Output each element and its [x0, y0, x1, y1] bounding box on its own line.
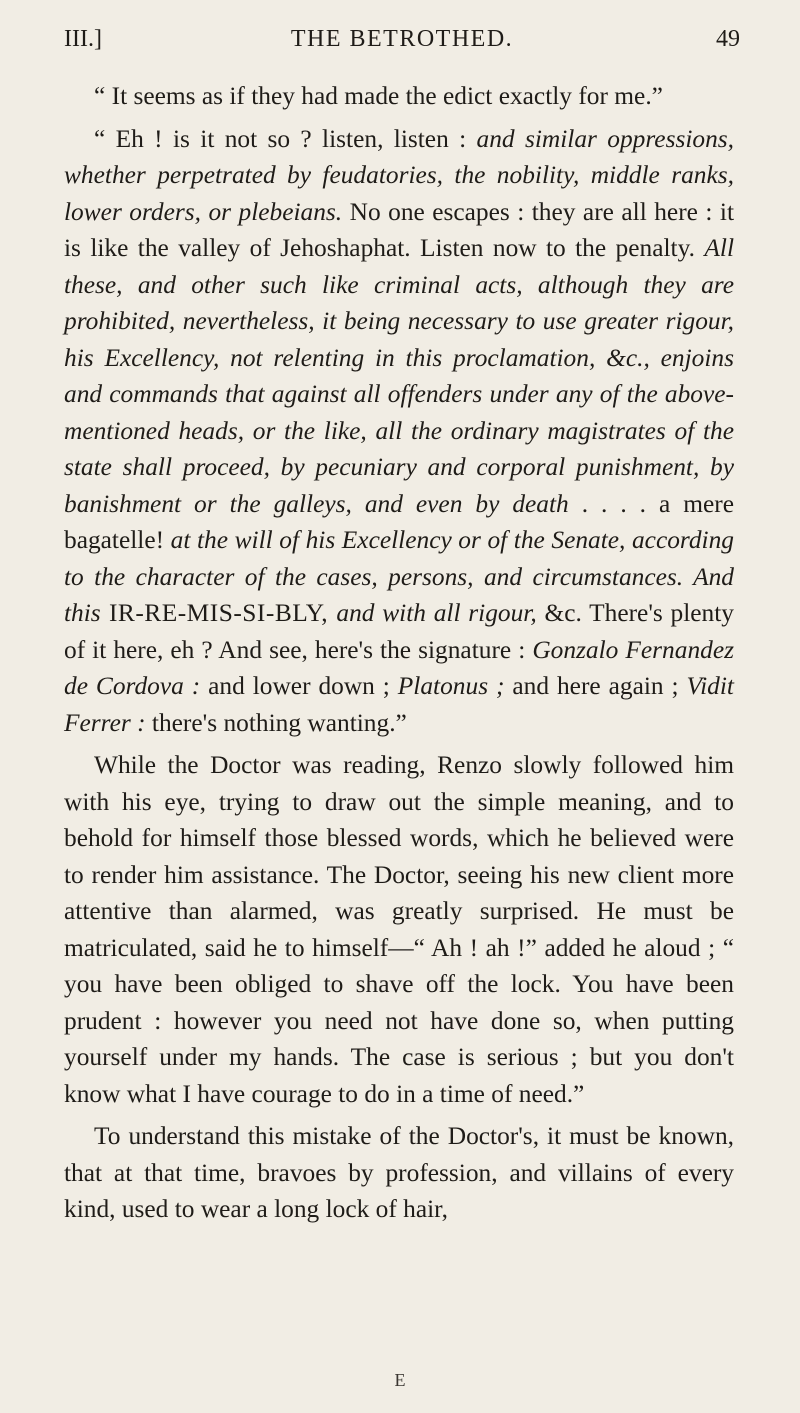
italic-span: Vidit Ferrer : — [64, 672, 734, 737]
running-title: THE BETROTHED. — [290, 26, 514, 52]
small-caps-span: IR-RE-MIS-SI-BLY, — [100, 599, 337, 627]
text-span: and lower down ; — [200, 672, 398, 700]
text-span: and here again ; — [504, 672, 687, 700]
text-span: &c. There's plenty of it here, eh ? And see, here's the signature : — [64, 599, 734, 664]
chapter-marker: III.] — [64, 26, 102, 52]
italic-span: and with all rigour, — [336, 599, 537, 627]
italic-span: at the will of his Excellency or of the Senate, according to the character of the cases, persons, and circumstances. And this — [64, 526, 734, 627]
text-span: “ Eh ! is it not so ? listen, listen : — [94, 124, 477, 153]
italic-span: Platonus ; — [397, 672, 505, 700]
text-span: No one escapes : they are all here : it is like the valley of Jehoshaphat. Listen now to the penalty. — [64, 197, 735, 262]
text-span: there's nothing wanting.” — [145, 708, 407, 737]
text-span: . . . . a mere bagatelle! — [64, 489, 734, 554]
paragraph-1: “ It seems as if they had made the edict exactly for me.” — [94, 82, 663, 110]
page-body — [64, 78, 734, 1234]
paragraph-2 — [64, 121, 734, 742]
paragraph-4: To understand this mistake of the Doctor's, it must be known, that at that time, bravoes by profession, and villains of every kind, used to wear a long lock of hair, — [64, 1122, 734, 1223]
italic-span: and similar oppressions, whether perpetrated by feudatories, the nobility, middle ranks, lower orders, or plebeians. — [64, 124, 735, 226]
running-header — [64, 26, 740, 62]
page-number: 49 — [716, 26, 740, 52]
signature-mark: E — [394, 1370, 406, 1390]
italic-span: All these, and other such like criminal acts, although they are prohibited, nevertheless, it being necessary to use greater rigour, his Excellency, not relenting in this proclamation, &c., enjoins and commands that against all offenders under any of the above-mentioned heads, or the like, all the ordinary magistrates of the state shall proceed, by pecuniary and corporal punishment, by banishment or the galleys, and even by death — [64, 234, 734, 518]
italic-span: Gonzalo Fernandez de Cordova : — [64, 635, 734, 700]
paragraph-3: While the Doctor was reading, Renzo slowly followed him with his eye, trying to draw out the simple meaning, and to behold for himself those blessed words, which he believed were to render him assistance. The Doctor, seeing his new client more attentive than alarmed, was greatly surprised. He must be matriculated, said he to himself—“ Ah ! ah !” added he aloud ; “ you have been obliged to shave off the lock. You have been prudent : however you need not have done so, when putting yourself under my hands. The case is serious ; but you don't know what I have courage to do in a time of need.” — [64, 751, 734, 1108]
